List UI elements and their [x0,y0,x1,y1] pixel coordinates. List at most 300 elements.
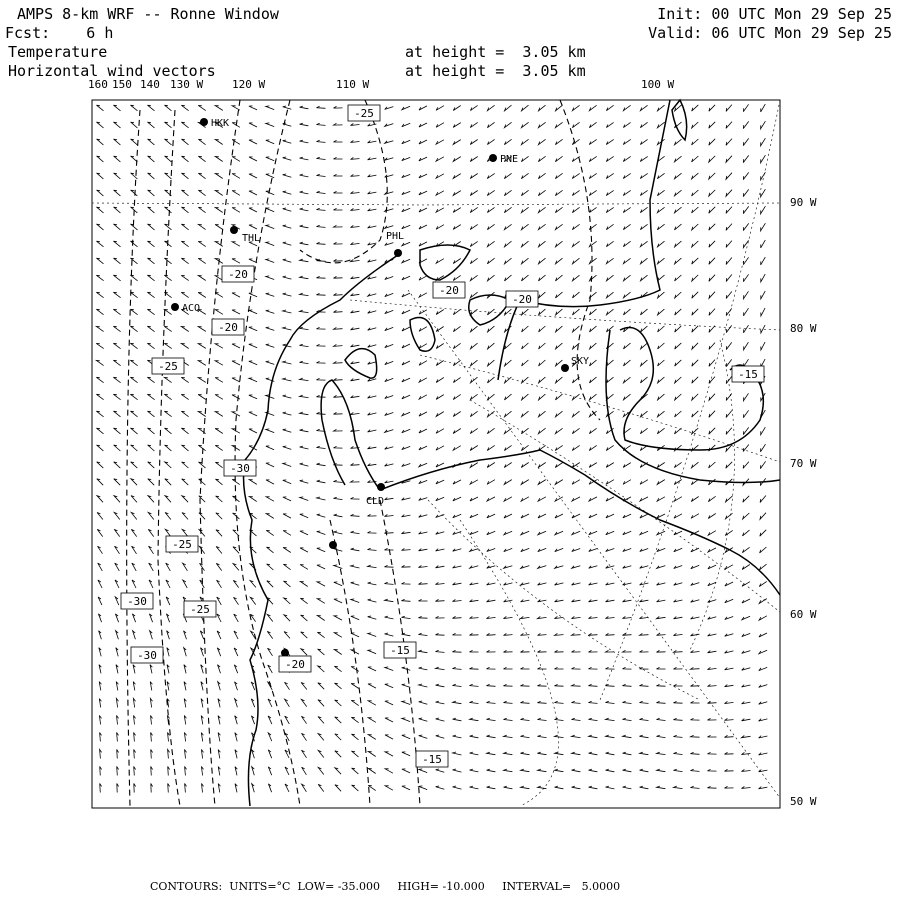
wind-vector-arrow [675,207,682,213]
wind-vector-arrow [691,701,700,703]
wind-vector-arrow [216,547,222,554]
wind-vector-arrow [199,546,204,553]
wind-vector-arrow [572,735,581,738]
wind-vector-arrow [725,599,733,602]
wind-vector-arrow [743,104,748,111]
wind-vector-arrow [419,242,427,246]
wind-vector-arrow [351,396,360,398]
wind-vector-arrow [351,497,360,499]
wind-vector-arrow [504,548,512,551]
wind-vector-arrow [182,156,189,162]
wind-vector-arrow [521,735,530,737]
wind-vector-arrow [675,173,682,179]
wind-vector-arrow [521,514,529,518]
wind-vector-arrow [504,667,513,669]
wind-vector-arrow [487,583,496,585]
wind-vector-arrow [266,140,274,144]
wind-vector-arrow [300,327,309,329]
wind-vector-arrow [97,529,102,536]
wind-vector-arrow [215,462,222,467]
wind-vector-arrow [419,327,427,332]
wind-vector-arrow [266,293,275,296]
wind-vector-arrow [589,667,598,669]
wind-vector-arrow [184,648,187,657]
wind-vector-arrow [97,224,104,230]
wind-vector-arrow [114,173,121,179]
wind-vector-arrow [436,344,443,349]
wind-vector-arrow [657,752,666,755]
wind-vector-arrow [385,277,393,280]
wind-vector-arrow [453,600,462,602]
wind-vector-arrow [759,702,768,705]
wind-vector-arrow [538,566,547,569]
wind-vector-arrow [215,445,222,450]
wind-vector-arrow [182,139,189,145]
wind-vector-arrow [268,767,271,775]
wind-vector-arrow [216,563,221,570]
wind-vector-arrow [100,733,102,742]
wind-vector-arrow [368,565,377,568]
wind-vector-arrow [521,701,530,703]
wind-vector-arrow [640,190,647,195]
wind-vector-arrow [283,514,291,518]
station-dot-thl [230,226,238,234]
wind-vector-arrow [726,292,732,299]
wind-vector-arrow [691,600,700,602]
wind-vector-arrow [352,751,359,757]
wind-vector-arrow [692,343,698,349]
wind-vector-arrow [709,122,715,128]
wind-vector-arrow [572,514,580,518]
wind-vector-arrow [538,497,546,501]
wind-vector-arrow [301,699,306,706]
wind-vector-arrow [385,515,394,517]
wind-vector-arrow [572,122,579,127]
wind-vector-arrow [555,428,562,433]
wind-vector-arrow [726,207,732,214]
wind-vector-arrow [283,106,292,109]
wind-vector-arrow [266,259,274,263]
wind-vector-arrow [317,106,326,108]
wind-vector-arrow [658,360,665,366]
wind-vector-arrow [300,480,309,483]
wind-vector-arrow [285,716,290,724]
wind-vector-arrow [151,716,153,725]
wind-vector-arrow [538,463,545,468]
wind-vector-arrow [487,428,494,433]
wind-vector-arrow [334,344,343,346]
height-temperature: at height = 3.05 km [405,43,586,61]
station-label-pne: PNE [500,154,519,165]
wind-vector-arrow [487,600,496,602]
wind-vector-arrow [97,428,104,434]
wind-vector-arrow [640,514,648,518]
wind-vector-arrow [134,767,136,776]
wind-vector-arrow [589,566,598,569]
wind-vector-arrow [555,600,564,602]
wind-vector-arrow [419,701,428,704]
wind-vector-arrow [556,275,563,281]
wind-vector-arrow [318,700,324,707]
wind-vector-arrow [743,172,748,179]
wind-vector-arrow [165,428,172,434]
wind-vector-arrow [218,699,220,708]
wind-vector-arrow [606,583,615,585]
wind-vector-arrow [148,445,155,451]
wind-vector-arrow [283,378,292,381]
wind-vector-arrow [402,123,410,126]
wind-vector-arrow [148,122,155,128]
wind-vector-arrow [692,326,698,332]
wind-vector-arrow [623,735,632,738]
wind-vector-arrow [114,258,121,264]
wind-vector-arrow [216,496,223,502]
wind-vector-arrow [419,735,428,738]
wind-vector-arrow [742,582,750,587]
wind-vector-arrow [198,173,205,178]
wind-vector-arrow [709,190,715,196]
wind-vector-arrow [218,784,220,793]
wind-vector-arrow [267,547,274,553]
wind-vector-arrow [216,479,223,485]
wind-vector-arrow [555,445,562,450]
wind-vector-arrow [250,581,256,588]
wind-vector-arrow [640,583,649,585]
wind-vector-arrow [351,700,358,705]
wind-vector-arrow [674,634,683,636]
wind-vector-arrow [471,309,478,315]
wind-vector-arrow [572,667,581,669]
station-label-acq: ACQ [182,303,201,314]
wind-vector-arrow [573,411,580,417]
wind-vector-arrow [368,633,376,637]
wind-vector-arrow [115,614,118,622]
wind-vector-arrow [692,309,698,315]
wind-vector-arrow [96,411,103,417]
wind-vector-arrow [589,497,597,501]
wind-vector-arrow [402,446,410,449]
wind-vector-arrow [691,735,700,737]
wind-vector-arrow [351,684,359,689]
wind-vector-arrow [589,735,598,738]
wind-vector-arrow [691,752,700,754]
wind-vector-arrow [113,309,120,314]
lon-label-100: 100 W [641,78,675,91]
wind-vector-arrow [249,106,257,110]
wind-vector-arrow [556,309,563,315]
wind-vector-arrow [556,241,563,247]
wind-vector-arrow [640,684,649,686]
wind-vector-arrow [385,293,393,296]
wind-vector-arrow [674,735,683,737]
wind-vector-arrow [691,769,700,771]
wind-vector-arrow [743,274,748,281]
wind-vector-arrow [555,735,564,738]
wind-vector-arrow [521,617,530,619]
wind-vector-arrow [181,122,188,128]
wind-vector-arrow [97,139,104,145]
wind-vector-arrow [555,617,564,619]
wind-vector-arrow [233,547,239,554]
wind-vector-arrow [385,565,394,567]
wind-vector-arrow [181,258,188,263]
wind-vector-arrow [267,581,273,587]
wind-vector-arrow [744,393,749,400]
wind-vector-arrow [198,224,205,229]
wind-vector-arrow [116,682,118,691]
wind-vector-arrow [351,345,360,347]
wind-vector-arrow [453,752,462,755]
wind-vector-arrow [658,309,665,315]
wind-vector-arrow [181,411,188,416]
wind-vector-arrow [351,243,360,245]
wind-vector-arrow [115,563,120,571]
wind-vector-arrow [385,226,394,229]
wind-vector-arrow [317,480,326,483]
wind-vector-arrow [283,225,292,228]
wind-vector-arrow [521,752,530,755]
wind-vector-arrow [385,667,393,671]
wind-vector-arrow [268,648,273,656]
wind-vector-arrow [232,157,240,162]
wind-vector-arrow [436,327,443,332]
wind-vector-arrow [96,377,103,382]
wind-vector-arrow [182,173,189,179]
contour-label: -25 [158,360,178,373]
wind-vector-arrow [181,327,188,332]
wind-vector-arrow [368,531,377,533]
wind-vector-arrow [572,650,581,652]
wind-vector-arrow [234,665,237,673]
wind-vector-arrow [760,496,766,503]
wind-vector-arrow [623,566,632,568]
wind-vector-arrow [334,293,343,295]
wind-vector-arrow [218,767,220,776]
wind-vector-arrow [470,617,479,619]
wind-vector-arrow [114,529,119,536]
wind-vector-arrow [182,496,188,502]
wind-vector-arrow [675,343,682,349]
wind-vector-arrow [726,190,732,197]
lat-label-60: 60 W [790,608,817,621]
wind-vector-arrow [675,326,682,332]
wind-vector-arrow [317,157,326,159]
wind-vector-arrow [385,701,393,705]
wind-vector-arrow [453,667,462,669]
wind-vector-arrow [235,699,238,708]
wind-vector-arrow [266,225,274,229]
lat-label-80: 80 W [790,322,817,335]
wind-vector-arrow [743,206,748,213]
wind-vector-arrow [504,463,511,468]
wind-vector-arrow [606,769,615,772]
wind-vector-arrow [640,633,649,635]
fcst-label: Fcst: [5,24,51,42]
wind-vector-arrow [334,310,343,312]
wind-vector-arrow [641,326,648,332]
wind-vector-arrow [743,223,748,230]
wind-vector-arrow [131,139,138,145]
wind-vector-arrow [166,580,170,588]
wind-vector-arrow [402,378,410,382]
wind-vector-arrow [97,156,104,162]
wind-vector-arrow [283,191,292,194]
wind-vector-arrow [300,565,308,570]
wind-vector-arrow [692,411,699,417]
wind-vector-arrow [351,531,360,533]
wind-vector-arrow [184,699,186,708]
wind-vector-arrow [335,700,342,706]
wind-vector-arrow [249,395,257,399]
wind-vector-arrow [708,496,715,501]
contour-label: -25 [172,538,192,551]
wind-vector-arrow [555,190,562,195]
wind-vector-arrow [164,275,171,280]
wind-vector-arrow [555,701,564,703]
wind-vector-arrow [521,190,528,195]
wind-vector-arrow [419,225,427,229]
wind-vector-arrow [623,190,630,195]
wind-vector-arrow [657,480,665,485]
wind-vector-arrow [351,413,360,415]
wind-vector-arrow [114,496,120,503]
wind-vector-arrow [674,752,683,754]
wind-vector-arrow [453,650,462,652]
contour-label: -30 [127,595,147,608]
wind-vector-arrow [181,275,188,280]
wind-vector-arrow [114,156,121,162]
wind-vector-arrow [334,616,342,620]
wind-vector-arrow [134,784,136,793]
wind-vector-arrow [402,786,410,790]
wind-vector-arrow [385,498,394,500]
wind-vector-arrow [726,428,732,435]
wind-vector-arrow [368,311,377,313]
wind-vector-arrow [151,767,153,776]
wind-vector-arrow [402,515,411,517]
wind-vector-arrow [761,257,766,265]
wind-vector-arrow [300,429,309,432]
wind-vector-arrow [538,190,545,195]
wind-vector-arrow [725,617,733,620]
wind-vector-arrow [675,190,682,196]
wind-vector-arrow [572,684,581,686]
wind-vector-arrow [744,325,749,333]
wind-vector-arrow [334,633,342,638]
wind-vector-arrow [99,665,101,674]
wind-vector-arrow [402,140,410,143]
contour-label: -20 [285,658,305,671]
wind-vector-arrow [233,564,239,571]
wind-vector-arrow [317,616,324,621]
wind-vector-arrow [130,360,137,365]
wind-vector-arrow [556,377,563,383]
wind-vector-arrow [402,616,411,618]
wind-vector-arrow [352,785,359,791]
wind-vector-arrow [368,396,377,398]
wind-vector-arrow [149,563,154,571]
wind-vector-arrow [470,633,479,635]
wind-vector-arrow [555,139,562,144]
wind-vector-arrow [99,682,101,691]
wind-vector-arrow [334,650,341,655]
wind-vector-arrow [453,446,461,451]
wind-vector-arrow [131,190,138,196]
wind-vector-arrow [97,445,104,451]
wind-vector-arrow [300,140,309,143]
wind-vector-arrow [538,786,547,789]
wind-vector-arrow [285,767,289,775]
wind-vector-arrow [215,429,223,434]
wind-vector-arrow [402,549,411,551]
wind-vector-arrow [726,139,732,146]
station-markers [171,118,569,657]
wind-vector-arrow [250,597,255,604]
wind-vector-arrow [402,344,410,348]
wind-vector-arrow [657,650,666,652]
wind-vector-arrow [589,445,596,450]
wind-vector-arrow [692,428,699,434]
wind-vector-arrow [692,241,699,247]
wind-vector-arrow [334,208,343,210]
wind-vector-arrow [640,566,649,569]
wind-vector-arrow [267,564,274,570]
wind-vector-arrow [640,207,647,212]
wind-vector-arrow [182,190,189,196]
wind-vector-arrow [249,327,257,331]
wind-vector-arrow [150,682,152,691]
wind-vector-arrow [113,343,120,348]
wind-vector-arrow [692,190,699,196]
wind-vector-arrow [538,617,547,619]
wind-vector-arrow [385,447,394,449]
wind-vector-arrow [198,258,205,263]
wind-vector-arrow [725,530,732,535]
wind-vector-arrow [453,412,460,417]
wind-vector-arrow [641,343,648,349]
wind-vector-arrow [235,682,238,690]
wind-vector-arrow [761,342,765,350]
wind-vector-arrow [572,531,580,534]
wind-vector-arrow [419,106,427,110]
station-label-phl: PHL [386,231,405,242]
wind-vector-arrow [301,615,308,621]
wind-vector-arrow [150,631,153,640]
wind-vector-arrow [385,107,394,110]
wind-vector-arrow [539,241,546,247]
wind-vector-arrow [657,617,666,619]
wind-vector-arrow [317,565,325,569]
wind-vector-arrow [114,224,121,230]
wind-vector-arrow [657,548,665,551]
wind-vector-arrow [556,394,563,400]
wind-vector-arrow [623,105,630,110]
wind-vector-arrow [607,377,614,383]
wind-vector-arrow [114,411,121,417]
wind-vector-arrow [97,122,104,128]
wind-vector-arrow [692,377,698,383]
station-dot-sky [561,364,569,372]
wind-vector-arrow [232,344,240,348]
wind-vector-arrow [539,275,546,281]
wind-vector-arrow [521,173,528,178]
wind-vector-arrow [726,275,732,282]
wind-vector-arrow [351,124,360,126]
wind-vector-arrow [488,360,495,366]
wind-vector-arrow [334,582,342,586]
wind-vector-arrow [402,208,410,211]
wind-vector-arrow [708,701,717,703]
